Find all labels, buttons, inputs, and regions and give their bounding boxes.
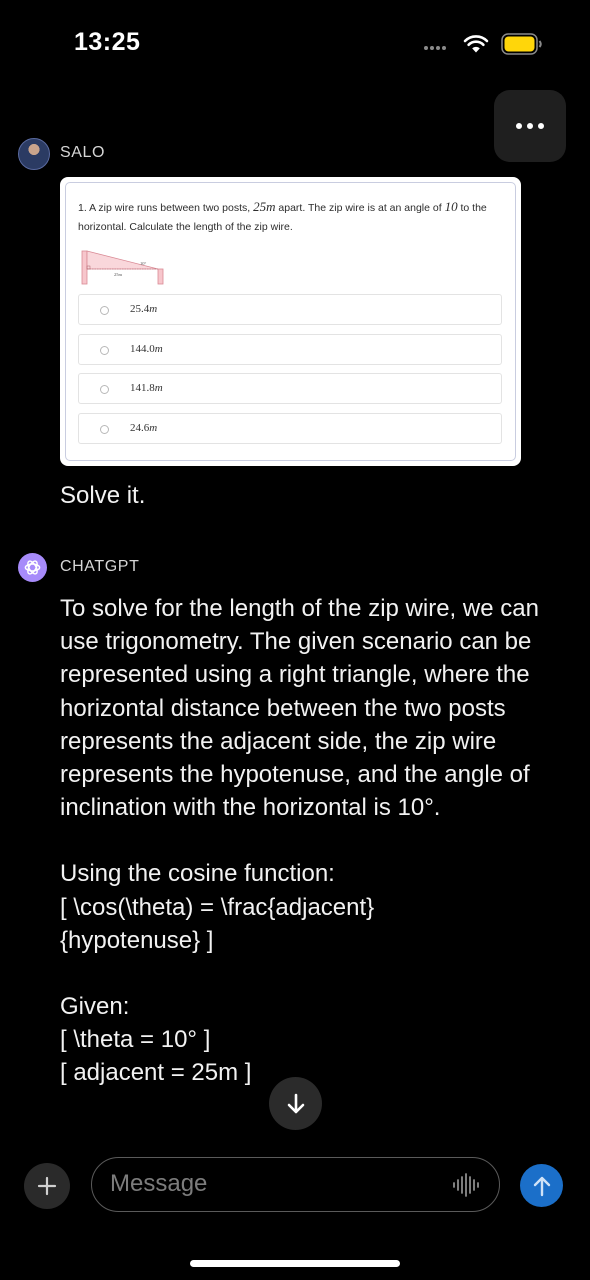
user-avatar xyxy=(18,138,50,170)
attached-image[interactable] xyxy=(60,177,521,466)
figure-angle-label: 10° xyxy=(140,261,147,266)
more-icon xyxy=(516,123,522,129)
answer-option[interactable]: 141.8m xyxy=(78,373,502,404)
radio-button-icon[interactable] xyxy=(100,385,109,394)
cellular-signal-icon xyxy=(424,46,446,50)
radio-button-icon[interactable] xyxy=(100,306,109,315)
reply-paragraph: To solve for the length of the zip wire, we can use trigonometry. The given scenario can be represented using a right triangle, where the horizontal distance between the two posts represents the adjacent side, the zip wire represents the hypotenuse, and the angle of inclination with the horizontal is 10°. xyxy=(60,595,539,822)
status-time: 13:25 xyxy=(74,28,141,56)
send-button[interactable] xyxy=(520,1164,563,1207)
battery-icon xyxy=(501,33,543,55)
plus-icon xyxy=(37,1176,57,1196)
reply-formula-line: {hypotenuse} ] xyxy=(60,926,214,954)
user-author-label: SALO xyxy=(60,144,106,161)
reply-line: Given: xyxy=(60,993,130,1021)
reply-formula-line: [ \cos(\theta) = \frac{adjacent} xyxy=(60,893,375,921)
assistant-message-text xyxy=(60,592,560,1090)
answer-option[interactable]: 144.0m xyxy=(78,334,502,365)
message-composer[interactable] xyxy=(91,1157,500,1212)
answer-option[interactable]: 24.6m xyxy=(78,413,502,444)
home-indicator[interactable] xyxy=(190,1260,400,1267)
assistant-avatar xyxy=(18,553,47,582)
more-options-button[interactable] xyxy=(494,90,566,162)
wifi-icon xyxy=(463,34,489,54)
voice-waveform-icon[interactable] xyxy=(451,1172,481,1198)
question-text: 1. A zip wire runs between two posts, 25m apart. The zip wire is at an angle of 10 to the horizontal. Calculate the length of the zip wire. xyxy=(78,199,487,233)
assistant-author-label: CHATGPT xyxy=(60,558,140,575)
radio-button-icon[interactable] xyxy=(100,346,109,355)
message-input[interactable] xyxy=(110,1169,430,1199)
user-message-text: Solve it. xyxy=(60,482,146,509)
scroll-to-bottom-button[interactable] xyxy=(269,1077,322,1130)
zip-wire-diagram xyxy=(78,249,170,287)
arrow-up-icon xyxy=(532,1175,552,1197)
add-attachment-button[interactable] xyxy=(24,1163,70,1209)
question-card xyxy=(65,182,516,461)
reply-formula-line: [ adjacent = 25m ] xyxy=(60,1059,252,1087)
figure-distance-label: 25m xyxy=(114,272,123,277)
arrow-down-icon xyxy=(285,1092,307,1116)
answer-option[interactable]: 25.4m xyxy=(78,294,502,325)
reply-line: Using the cosine function: xyxy=(60,860,335,888)
openai-logo-icon xyxy=(23,558,42,577)
radio-button-icon[interactable] xyxy=(100,425,109,434)
reply-formula-line: [ \theta = 10° ] xyxy=(60,1026,211,1054)
